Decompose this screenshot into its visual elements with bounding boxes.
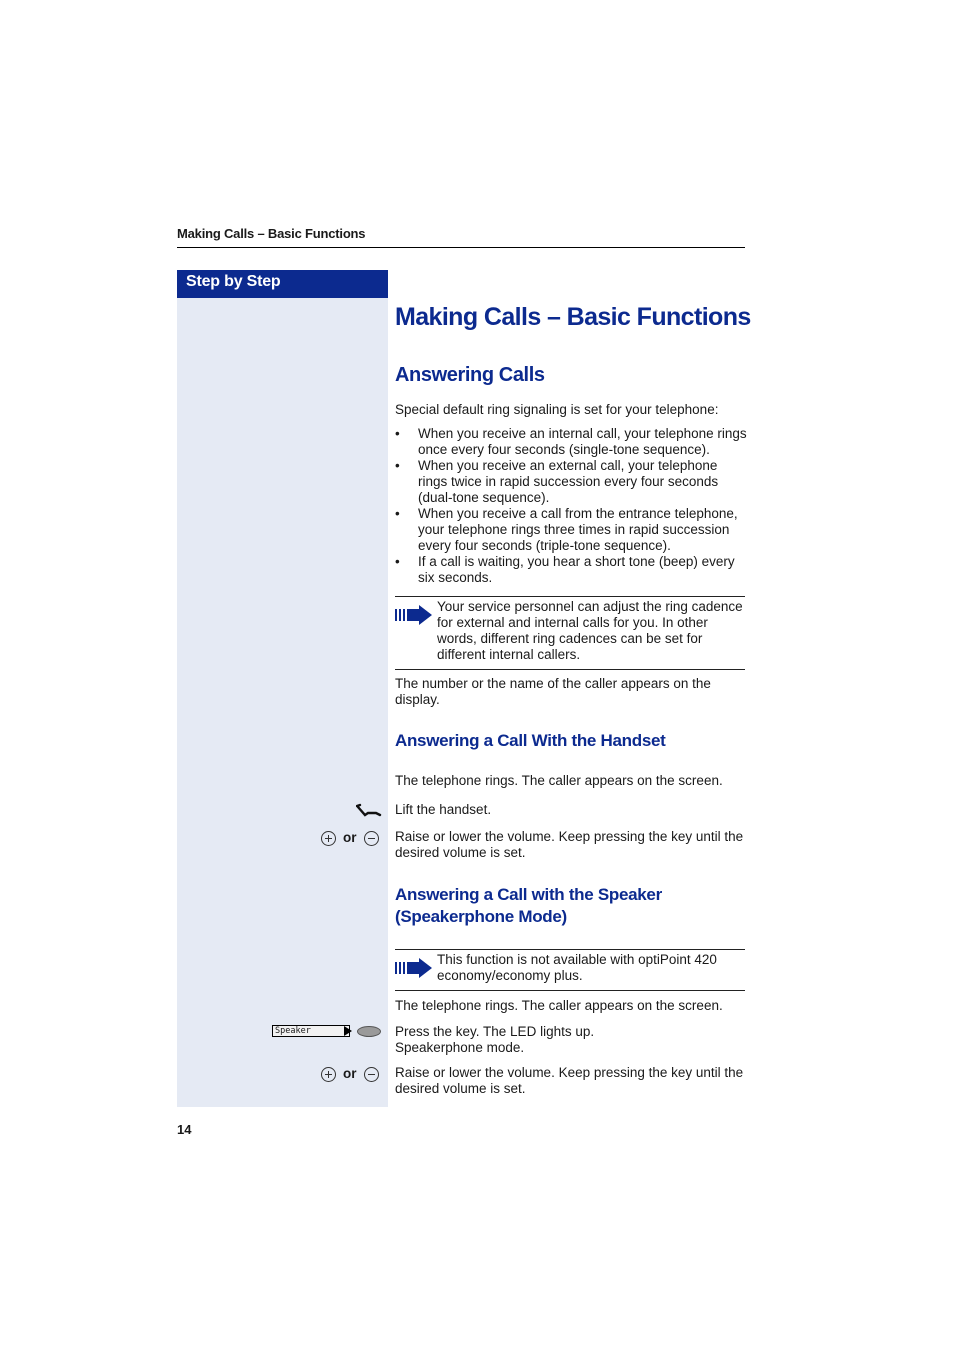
note-text: Your service personnel can adjust the ring cadence for external and internal calls for you. In other words, different ring cadences can be set for different internal callers.	[437, 599, 743, 662]
key-arrow-icon	[344, 1026, 352, 1036]
list-item-text: When you receive a call from the entrance telephone, your telephone rings three times in rapid succession every four seconds (triple-tone sequence).	[418, 506, 738, 553]
led-icon	[357, 1026, 381, 1037]
plus-key-icon[interactable]	[321, 831, 336, 846]
plus-key-icon[interactable]	[321, 1067, 336, 1082]
sidebar-title: Step by Step	[186, 273, 281, 290]
volume-controls	[321, 830, 385, 846]
speaker-section-title	[395, 884, 662, 928]
speaker-title-line1: Answering a Call with the Speaker	[395, 885, 662, 904]
speaker-title-line2: (Speakerphone Mode)	[395, 907, 567, 926]
list-item-text: If a call is waiting, you hear a short tone (beep) every six seconds.	[418, 554, 735, 585]
rings-text: The telephone rings. The caller appears on the screen.	[395, 773, 723, 788]
header-divider	[177, 247, 745, 248]
or-label: or	[343, 1066, 357, 1081]
note-bottom-rule	[395, 669, 745, 670]
note-top-rule	[395, 596, 745, 597]
minus-key-icon[interactable]	[364, 1067, 379, 1082]
speaker-key-icon[interactable]: Speaker	[272, 1025, 350, 1037]
list-item-text: When you receive an external call, your telephone rings twice in rapid succession every four seconds (dual-tone sequence).	[418, 458, 719, 505]
note-bottom-rule	[395, 990, 745, 991]
handset-section-title: Answering a Call With the Handset	[395, 731, 666, 750]
minus-key-icon[interactable]	[364, 831, 379, 846]
intro-text: Special default ring signaling is set for your telephone:	[395, 402, 719, 417]
note-text: This function is not available with optiPoint 420 economy/economy plus.	[437, 952, 717, 983]
lift-handset-text: Lift the handset.	[395, 802, 492, 817]
handset-icon	[356, 803, 382, 821]
or-label: or	[343, 830, 357, 845]
volume-text: Raise or lower the volume. Keep pressing the key until the desired volume is set.	[395, 1065, 744, 1096]
press-key-line2: Speakerphone mode.	[395, 1040, 525, 1055]
rings-text: The telephone rings. The caller appears on the screen.	[395, 998, 723, 1013]
note-arrow-icon	[395, 605, 433, 625]
page-title: Making Calls – Basic Functions	[395, 303, 751, 331]
note-arrow-icon	[395, 958, 433, 978]
press-key-text	[395, 1024, 745, 1056]
note-top-rule	[395, 949, 745, 950]
list-item-text: When you receive an internal call, your telephone rings once every four seconds (single-tone sequence).	[418, 426, 747, 457]
volume-text: Raise or lower the volume. Keep pressing the key until the desired volume is set.	[395, 829, 744, 860]
press-key-line1: Press the key. The LED lights up.	[395, 1024, 595, 1039]
volume-controls	[321, 1066, 385, 1082]
page-number: 14	[177, 1122, 192, 1137]
running-header: Making Calls – Basic Functions	[177, 226, 366, 241]
section-title: Answering Calls	[395, 364, 545, 386]
step-sidebar	[177, 270, 388, 1107]
caller-display-text: The number or the name of the caller appears on the display.	[395, 676, 711, 707]
